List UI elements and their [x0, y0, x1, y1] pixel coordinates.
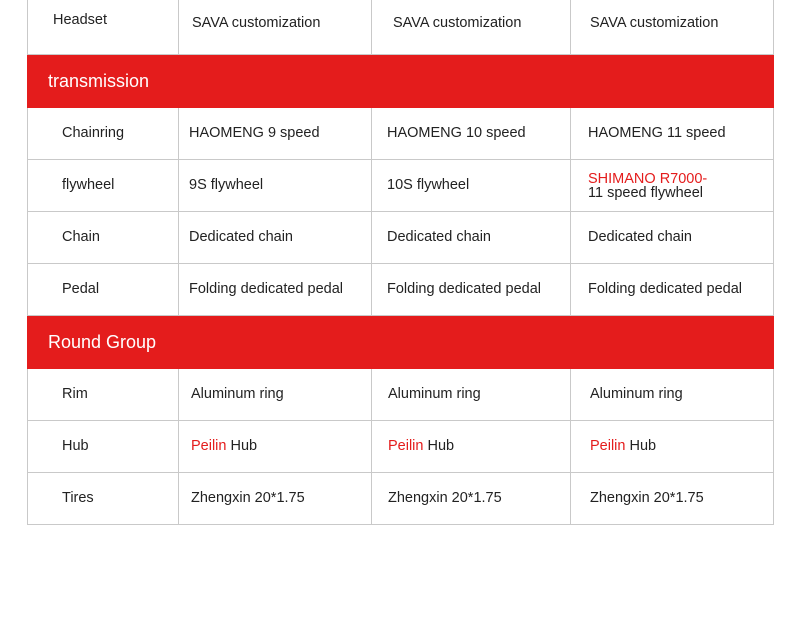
cell-value [570, 421, 774, 472]
hub-suffix: Hub [629, 438, 657, 454]
cell-value [178, 421, 371, 472]
row-label: Headset [53, 12, 108, 28]
table-row-chain [27, 212, 774, 264]
row-label: Hub [62, 438, 89, 454]
cell-value: Zhengxin 20*1.75 [371, 473, 570, 524]
brand-name: Peilin [388, 438, 424, 454]
cell-value: Aluminum ring [371, 369, 570, 420]
row-label: Pedal [62, 281, 100, 297]
hub-suffix: Hub [230, 438, 258, 454]
cell-value: Dedicated chain [570, 212, 774, 263]
cell-value: SAVA customization [371, 0, 570, 54]
cell-value: SAVA customization [570, 0, 774, 54]
cell-value: Dedicated chain [178, 212, 371, 263]
cell-value: HAOMENG 11 speed [570, 108, 774, 159]
table-row-flywheel [27, 160, 774, 212]
section-header-transmission: transmission [27, 55, 774, 108]
cell-value: 10S flywheel [371, 160, 570, 211]
brand-name: Peilin [191, 438, 227, 454]
cell-value: Folding dedicated pedal [178, 264, 371, 315]
cell-value [570, 160, 774, 211]
row-label: Rim [62, 386, 88, 402]
row-label: Chain [62, 229, 100, 245]
cell-value: HAOMENG 9 speed [178, 108, 371, 159]
cell-value: Folding dedicated pedal [371, 264, 570, 315]
cell-value [371, 421, 570, 472]
table-row-headset [27, 0, 774, 55]
cell-value: HAOMENG 10 speed [371, 108, 570, 159]
cell-value: Dedicated chain [371, 212, 570, 263]
cell-value: 9S flywheel [178, 160, 371, 211]
table-row-chainring [27, 108, 774, 160]
flywheel-detail: 11 speed flywheel [588, 184, 704, 201]
cell-value: Folding dedicated pedal [570, 264, 774, 315]
hub-suffix: Hub [427, 438, 455, 454]
flywheel-spec [588, 172, 707, 200]
brand-name: Peilin [590, 438, 626, 454]
cell-value: Aluminum ring [570, 369, 774, 420]
table-row-rim [27, 369, 774, 421]
row-label: flywheel [62, 177, 115, 193]
row-label: Chainring [62, 125, 125, 141]
spec-table [27, 0, 774, 525]
table-row-pedal [27, 264, 774, 316]
cell-value: SAVA customization [178, 0, 371, 54]
section-header-round-group: Round Group [27, 316, 774, 369]
cell-value: Zhengxin 20*1.75 [570, 473, 774, 524]
cell-value: Aluminum ring [178, 369, 371, 420]
brand-name: SHIMANO R7000- [588, 170, 708, 187]
table-row-hub [27, 421, 774, 473]
cell-value: Zhengxin 20*1.75 [178, 473, 371, 524]
row-label: Tires [62, 490, 94, 506]
table-row-tires [27, 473, 774, 525]
